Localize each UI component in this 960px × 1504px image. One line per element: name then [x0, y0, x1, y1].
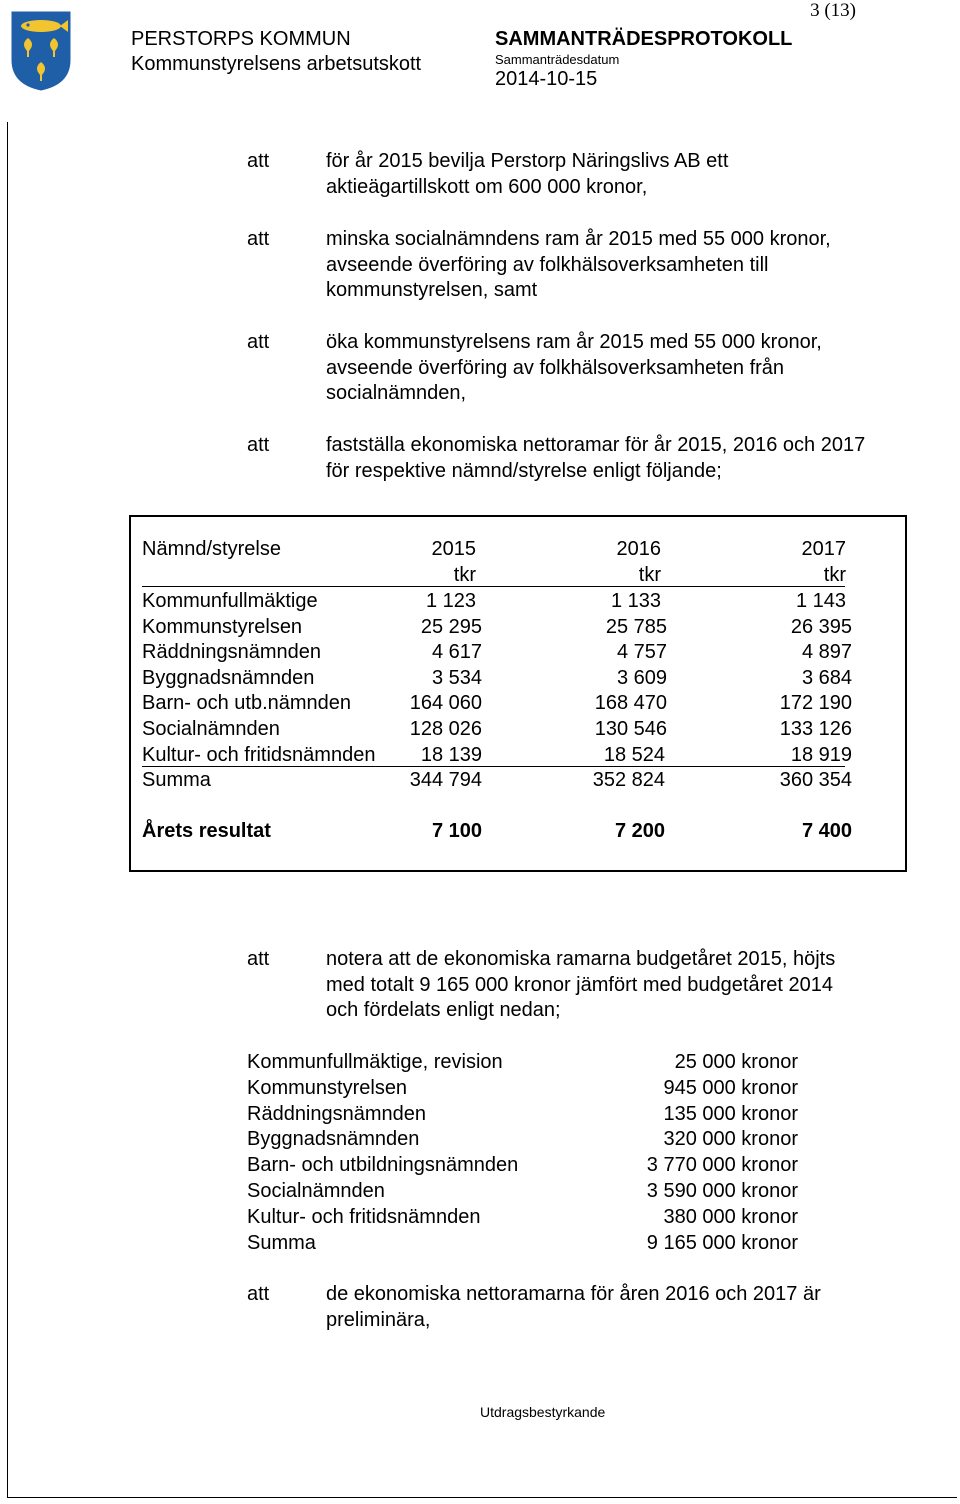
table-header-name: Nämnd/styrelse — [142, 538, 281, 560]
list-item-amount: 380 000 kronor — [663, 1205, 798, 1228]
table-unit: tkr — [823, 564, 846, 586]
decision-text: öka kommunstyrelsens ram år 2015 med 55 000 kronor, avseende överföring av folkhälsoverksamheten från socialnämnden, — [326, 331, 822, 405]
table-cell: 128 026 — [409, 718, 482, 740]
table-cell: 25 785 — [605, 615, 667, 638]
list-item-amount: 135 000 kronor — [663, 1102, 798, 1125]
table-header-2016: 2016 — [616, 538, 661, 560]
table-cell: 130 546 — [594, 718, 667, 740]
list-item-name: Barn- och utbildningsnämnden — [247, 1154, 519, 1177]
table-cell: 4 617 — [431, 641, 482, 664]
att-keyword: att — [247, 434, 270, 456]
table-unit: tkr — [453, 564, 476, 586]
document-type: SAMMANTRÄDESPROTOKOLL — [495, 28, 793, 50]
table-result-cell: 7 400 — [801, 820, 852, 843]
att-keyword: att — [247, 150, 270, 172]
list-item-name: Kommunfullmäktige, revision — [247, 1051, 503, 1073]
list-item-amount: 25 000 kronor — [674, 1051, 798, 1073]
table-cell: 26 395 — [790, 615, 852, 638]
page-number: 3 (13) — [810, 0, 856, 21]
att-keyword: att — [247, 228, 270, 250]
list-item-name: Räddningsnämnden — [247, 1102, 427, 1125]
date-label: Sammanträdesdatum — [495, 52, 620, 67]
table-total-cell: 360 354 — [779, 769, 852, 792]
table-row-name: Räddningsnämnden — [142, 641, 322, 664]
decision-text: notera att de ekonomiska ramarna budgetåret 2015, höjts med totalt 9 165 000 kronor jämfört med budgetåret 2014 och fördelats enligt nedan; — [326, 948, 836, 1022]
table-result-cell: 7 200 — [614, 820, 665, 843]
list-item-name: Kommunstyrelsen — [247, 1076, 408, 1099]
att-keyword: att — [247, 1283, 270, 1305]
table-row-name: Kommunstyrelsen — [142, 615, 303, 638]
table-cell: 164 060 — [409, 692, 482, 715]
table-cell: 4 757 — [616, 641, 667, 664]
list-item-amount: 945 000 kronor — [663, 1076, 798, 1099]
decision-text: fastställa ekonomiska nettoramar för år 2015, 2016 och 2017 för respektive nämnd/styrelse enligt följande; — [326, 434, 866, 482]
table-cell: 168 470 — [594, 692, 667, 715]
table-cell: 18 524 — [603, 743, 665, 766]
table-row-name: Kultur- och fritidsnämnden — [142, 743, 376, 766]
table-header-2015: 2015 — [431, 538, 476, 560]
decision-paragraph — [247, 1282, 937, 1333]
table-result-label: Årets resultat — [142, 820, 271, 843]
table-result-cell: 7 100 — [431, 820, 482, 843]
table-cell: 1 143 — [795, 590, 846, 612]
decision-text: minska socialnämndens ram år 2015 med 55 000 kronor, avseende överföring av folkhälsoverksamheten till kommunstyrelsen, samt — [326, 228, 831, 302]
att-keyword: att — [247, 331, 270, 353]
table-cell: 3 534 — [431, 666, 482, 689]
table-row-name: Kommunfullmäktige — [142, 590, 318, 612]
table-cell: 25 295 — [420, 615, 482, 638]
certification-label: Utdragsbestyrkande — [480, 1404, 606, 1420]
table-total-cell: 352 824 — [592, 769, 665, 792]
meeting-date: 2014-10-15 — [495, 68, 598, 90]
table-cell: 3 684 — [801, 666, 852, 689]
list-item-name: Kultur- och fritidsnämnden — [247, 1205, 481, 1228]
list-item-name: Byggnadsnämnden — [247, 1128, 420, 1151]
table-total-label: Summa — [142, 769, 211, 792]
table-row-name: Barn- och utb.nämnden — [142, 692, 352, 715]
table-cell: 18 919 — [790, 743, 852, 766]
decision-text: de ekonomiska nettoramarna för åren 2016 och 2017 är preliminära, — [326, 1283, 821, 1331]
committee-name: Kommunstyrelsens arbetsutskott — [131, 53, 422, 75]
table-cell: 4 897 — [801, 641, 852, 664]
decision-text: för år 2015 bevilja Perstorp Näringslivs AB ett aktieägartillskott om 600 000 kronor, — [326, 150, 729, 198]
municipality-name: PERSTORPS KOMMUN — [131, 28, 351, 50]
list-item-amount: 9 165 000 kronor — [646, 1231, 798, 1254]
table-cell: 1 123 — [425, 590, 476, 612]
table-header-2017: 2017 — [801, 538, 846, 560]
table-total-cell: 344 794 — [409, 769, 482, 792]
table-row-name: Byggnadsnämnden — [142, 666, 315, 689]
table-cell: 133 126 — [779, 718, 852, 740]
table-cell: 172 190 — [779, 692, 852, 715]
list-item-amount: 3 770 000 kronor — [646, 1154, 798, 1177]
table-cell: 18 139 — [420, 743, 482, 766]
table-cell: 3 609 — [616, 666, 667, 689]
table-cell: 1 133 — [610, 590, 661, 612]
list-item-amount: 3 590 000 kronor — [646, 1180, 798, 1202]
list-item-amount: 320 000 kronor — [663, 1128, 798, 1151]
att-keyword: att — [247, 948, 270, 970]
table-unit: tkr — [638, 564, 661, 586]
list-item-name: Summa — [247, 1231, 316, 1254]
table-row-name: Socialnämnden — [142, 718, 280, 740]
list-item-name: Socialnämnden — [247, 1180, 385, 1202]
